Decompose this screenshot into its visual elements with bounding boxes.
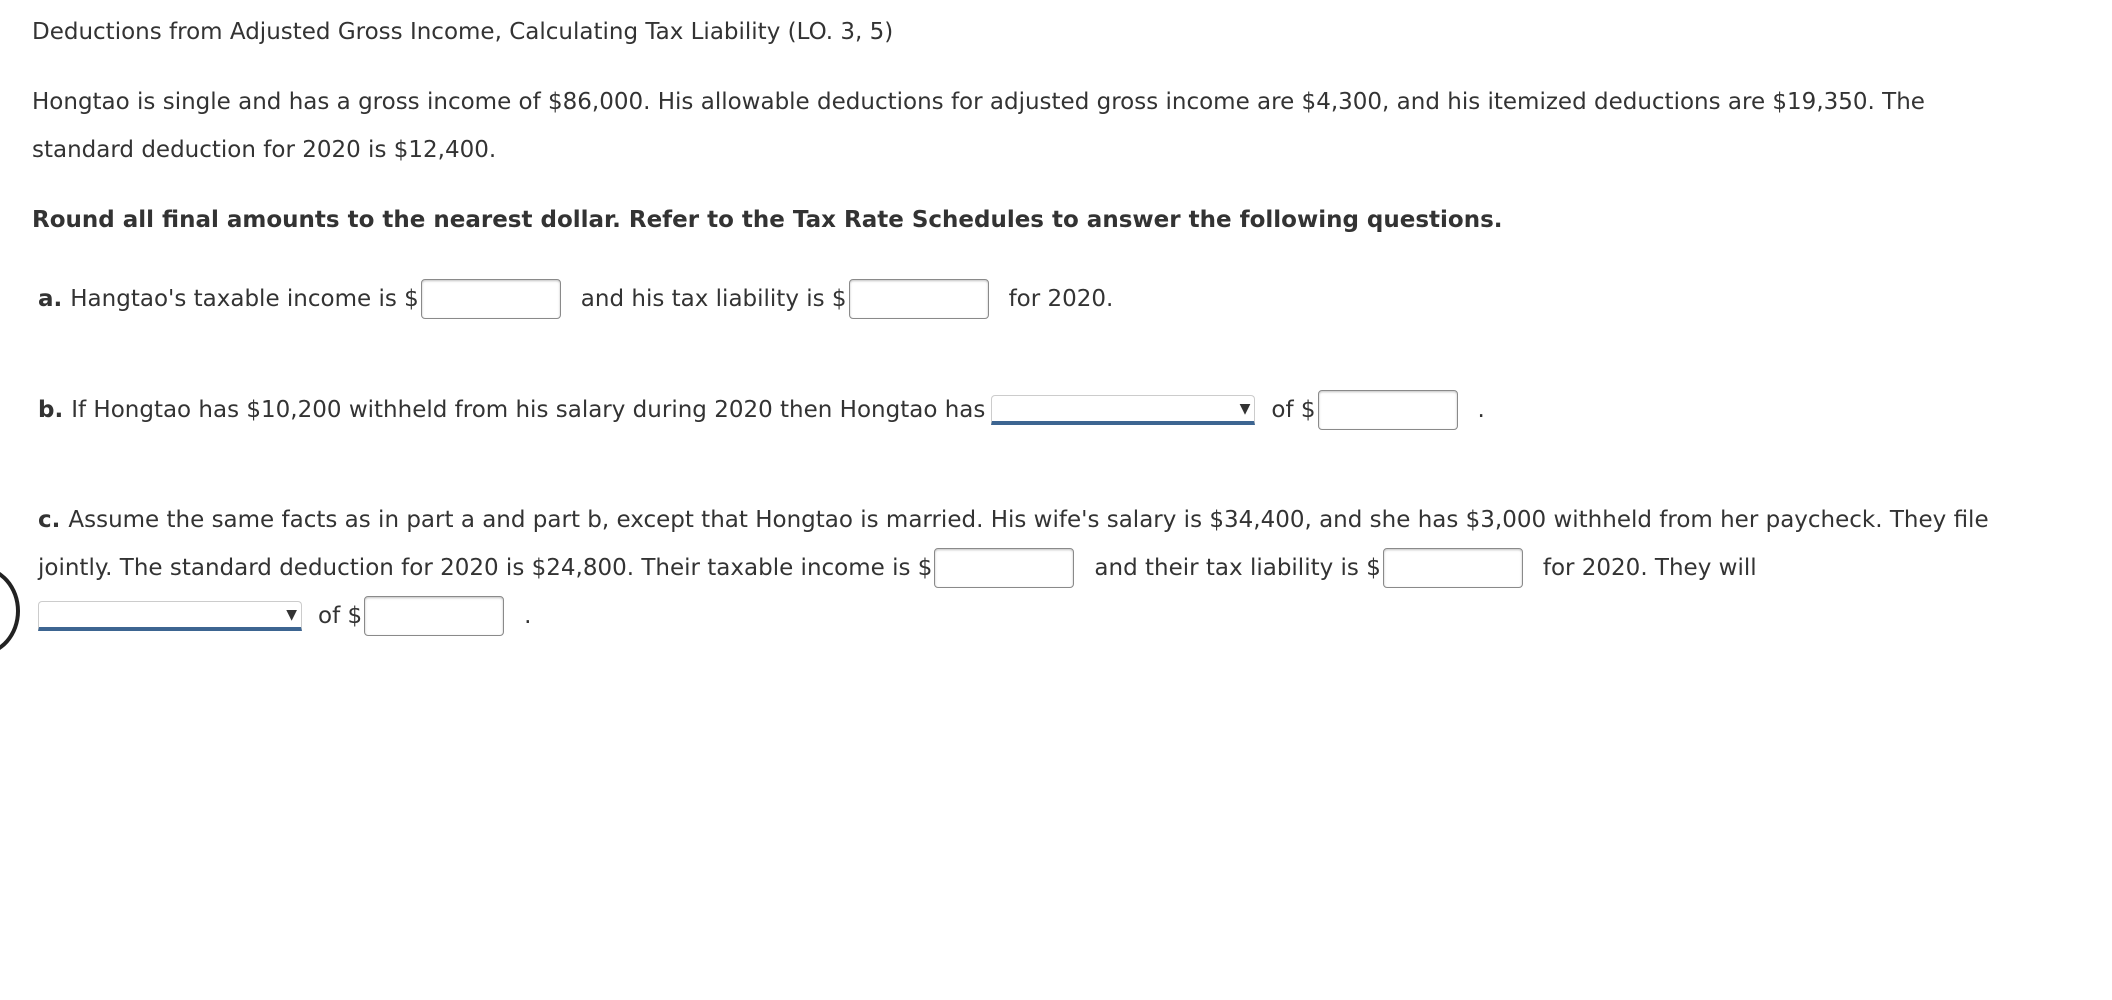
joint-refund-or-owe-select[interactable] — [38, 601, 302, 631]
part-b — [32, 388, 1485, 432]
part-a-text3: for 2020. — [1008, 286, 1114, 312]
partial-circle-decoration — [0, 566, 20, 656]
amount-input[interactable] — [1318, 390, 1458, 430]
part-c-label: c. — [38, 507, 61, 533]
part-b-text3: . — [1477, 397, 1485, 423]
intro-text-line2: standard deduction for 2020 is $12,400. — [32, 137, 497, 163]
part-c-text2a: jointly. The standard deduction for 2020 is $24,800. Their taxable income is $ — [38, 555, 933, 581]
tax-liability-input[interactable] — [849, 279, 989, 319]
joint-tax-liability-input[interactable] — [1383, 548, 1523, 588]
part-c-line3 — [32, 594, 531, 638]
question-title: Deductions from Adjusted Gross Income, Calculating Tax Liability (LO. 3, 5) — [32, 19, 894, 45]
part-c-text2b: and their tax liability is $ — [1094, 555, 1381, 581]
part-a-text1: Hangtao's taxable income is $ — [70, 286, 419, 312]
taxable-income-input[interactable] — [421, 279, 561, 319]
part-c-text3b: . — [524, 603, 532, 629]
part-b-text2: of $ — [1271, 397, 1316, 423]
part-c-text2c: for 2020. They will — [1542, 555, 1757, 581]
joint-taxable-income-input[interactable] — [934, 548, 1074, 588]
dropdown-arrow-icon: ▼ — [286, 607, 297, 623]
part-a-text2: and his tax liability is $ — [580, 286, 847, 312]
part-b-label: b. — [38, 397, 64, 423]
part-c-text3a: of $ — [318, 603, 363, 629]
part-b-text1: If Hongtao has $10,200 withheld from his salary during 2020 then Hongtao has — [71, 397, 986, 423]
part-a-label: a. — [38, 286, 63, 312]
part-a — [32, 277, 1113, 321]
part-c-line2 — [32, 546, 1757, 590]
instruction-text: Round all final amounts to the nearest dollar. Refer to the Tax Rate Schedules to answer the following questions. — [32, 207, 1503, 233]
refund-or-owe-select[interactable] — [991, 395, 1255, 425]
joint-amount-input[interactable] — [364, 596, 504, 636]
part-c-text1: Assume the same facts as in part a and part b, except that Hongtao is married. His wife's salary is $34,400, and she has $3,000 withheld from her paycheck. They file — [68, 507, 1989, 533]
dropdown-arrow-icon: ▼ — [1239, 401, 1251, 417]
intro-text-line1: Hongtao is single and has a gross income of $86,000. His allowable deductions for adjusted gross income are $4,300, and his itemized deductions are $19,350. The — [32, 89, 1925, 115]
part-c-line1 — [32, 498, 1989, 542]
